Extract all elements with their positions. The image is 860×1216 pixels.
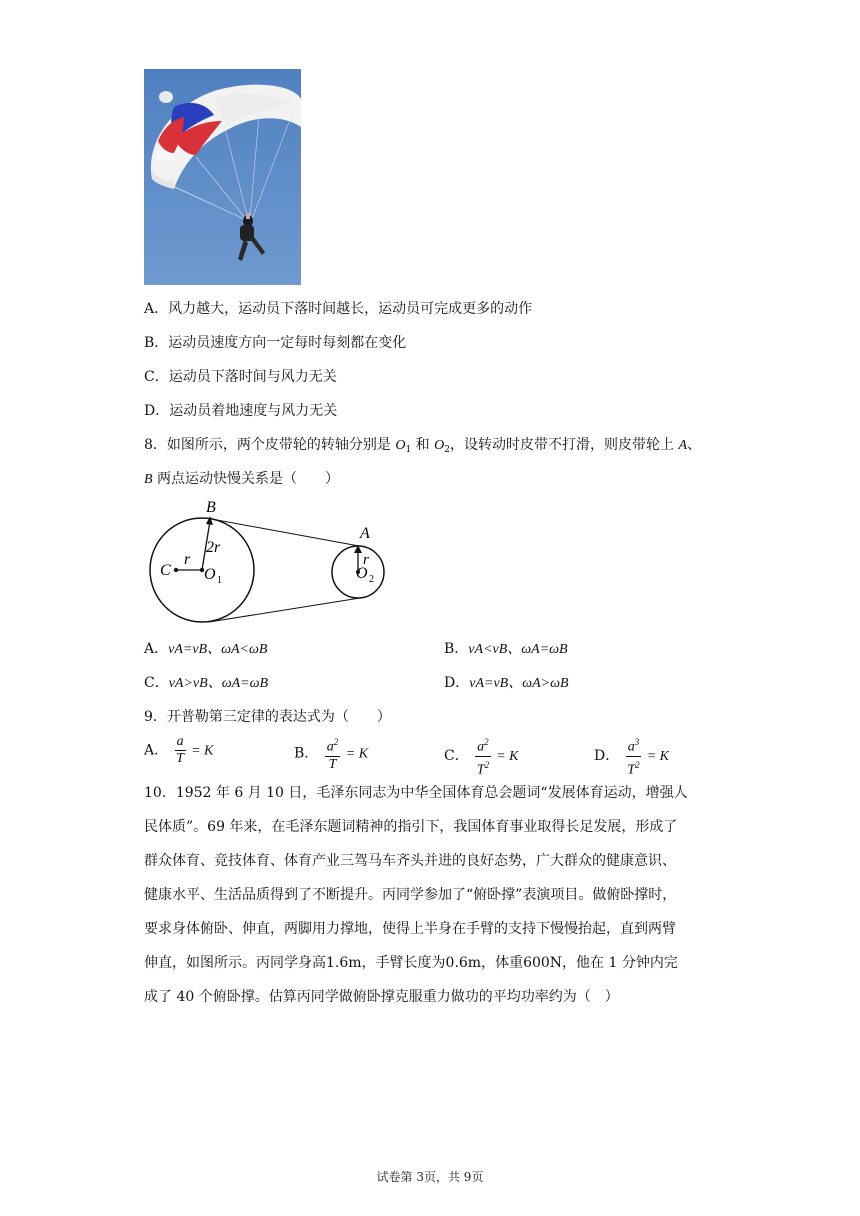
parachute-photo [144, 69, 301, 285]
q7-option-c: C．运动员下落时间与风力无关 [144, 369, 337, 385]
q9-option-b: B． $\frac{a^2}{T}$ = K [294, 734, 368, 773]
q9-option-d: D． $\frac{a^3}{T^2}$ = K [594, 734, 669, 778]
q8-option-c: C．vA>vB、ωA=ωB [144, 675, 269, 691]
q8-option-a: A．vA=vB、ωA<ωB [144, 641, 268, 657]
label-o1-sub: 1 [217, 575, 222, 586]
q9-option-a: A． $\frac{a}{T}$ = K [144, 734, 214, 766]
belt-top [206, 518, 359, 546]
q8-stem-line1: 8．如图所示，两个皮带轮的转轴分别是 $O_1$ 和 $O_2$，设转动时皮带不打滑，则皮带轮上 A、 [144, 437, 701, 455]
q10-line-3: 群众体育、竞技体育、体育产业三驾马车齐头并进的良好态势，广大群众的健康意识、 [144, 853, 676, 869]
q10-line-1: 10．1952 年 6 月 10 日，毛泽东同志为中华全国体育总会题词“发展体育运动，增强人 [144, 785, 688, 801]
label-a: A [360, 525, 370, 542]
q8-option-b: B．vA<vB、ωA=ωB [444, 641, 568, 657]
q8-option-d: D．vA=vB、ωA>ωB [444, 675, 569, 691]
q9-option-c: C． $\frac{a^2}{T^2}$ = K [444, 734, 518, 778]
label-o1: O [204, 566, 216, 583]
label-o2: O [356, 565, 368, 582]
pulley-diagram [144, 494, 404, 628]
label-2r: 2r [206, 539, 221, 556]
q7-option-d: D．运动员着地速度与风力无关 [144, 403, 338, 419]
label-r-small: r [363, 552, 369, 568]
q8-stem-line2: B 两点运动快慢关系是（ ） [144, 471, 340, 487]
label-b: B [206, 499, 216, 516]
q10-line-4: 健康水平、生活品质得到了不断提升。丙同学参加了“俯卧撑”表演项目。做俯卧撑时， [144, 887, 677, 903]
label-c: C [160, 562, 171, 579]
q10-line-7: 成了 40 个俯卧撑。估算丙同学做俯卧撑克服重力做功的平均功率约为（ ） [144, 989, 619, 1005]
q9-stem: 9．开普勒第三定律的表达式为（ ） [144, 709, 391, 725]
q7-option-b: B．运动员速度方向一定每时每刻都在变化 [144, 335, 407, 351]
label-r-big: r [184, 551, 191, 568]
belt-bottom [209, 598, 360, 622]
page-footer: 试卷第 3页，共 9页 [376, 1170, 484, 1184]
q10-line-2: 民体质”。69 年来，在毛泽东题词精神的指引下，我国体育事业取得长足发展，形成了 [144, 819, 678, 835]
label-o2-sub: 2 [369, 574, 374, 585]
q10-line-6: 伸直，如图所示。丙同学身高1.6m，手臂长度为0.6m，体重600N，他在 1 分钟内完 [144, 955, 678, 971]
q7-option-a: A．风力越大，运动员下落时间越长，运动员可完成更多的动作 [144, 301, 533, 317]
q10-line-5: 要求身体俯卧、伸直，两脚用力撑地，使得上半身在手臂的支持下慢慢抬起，直到两臂 [144, 921, 676, 937]
